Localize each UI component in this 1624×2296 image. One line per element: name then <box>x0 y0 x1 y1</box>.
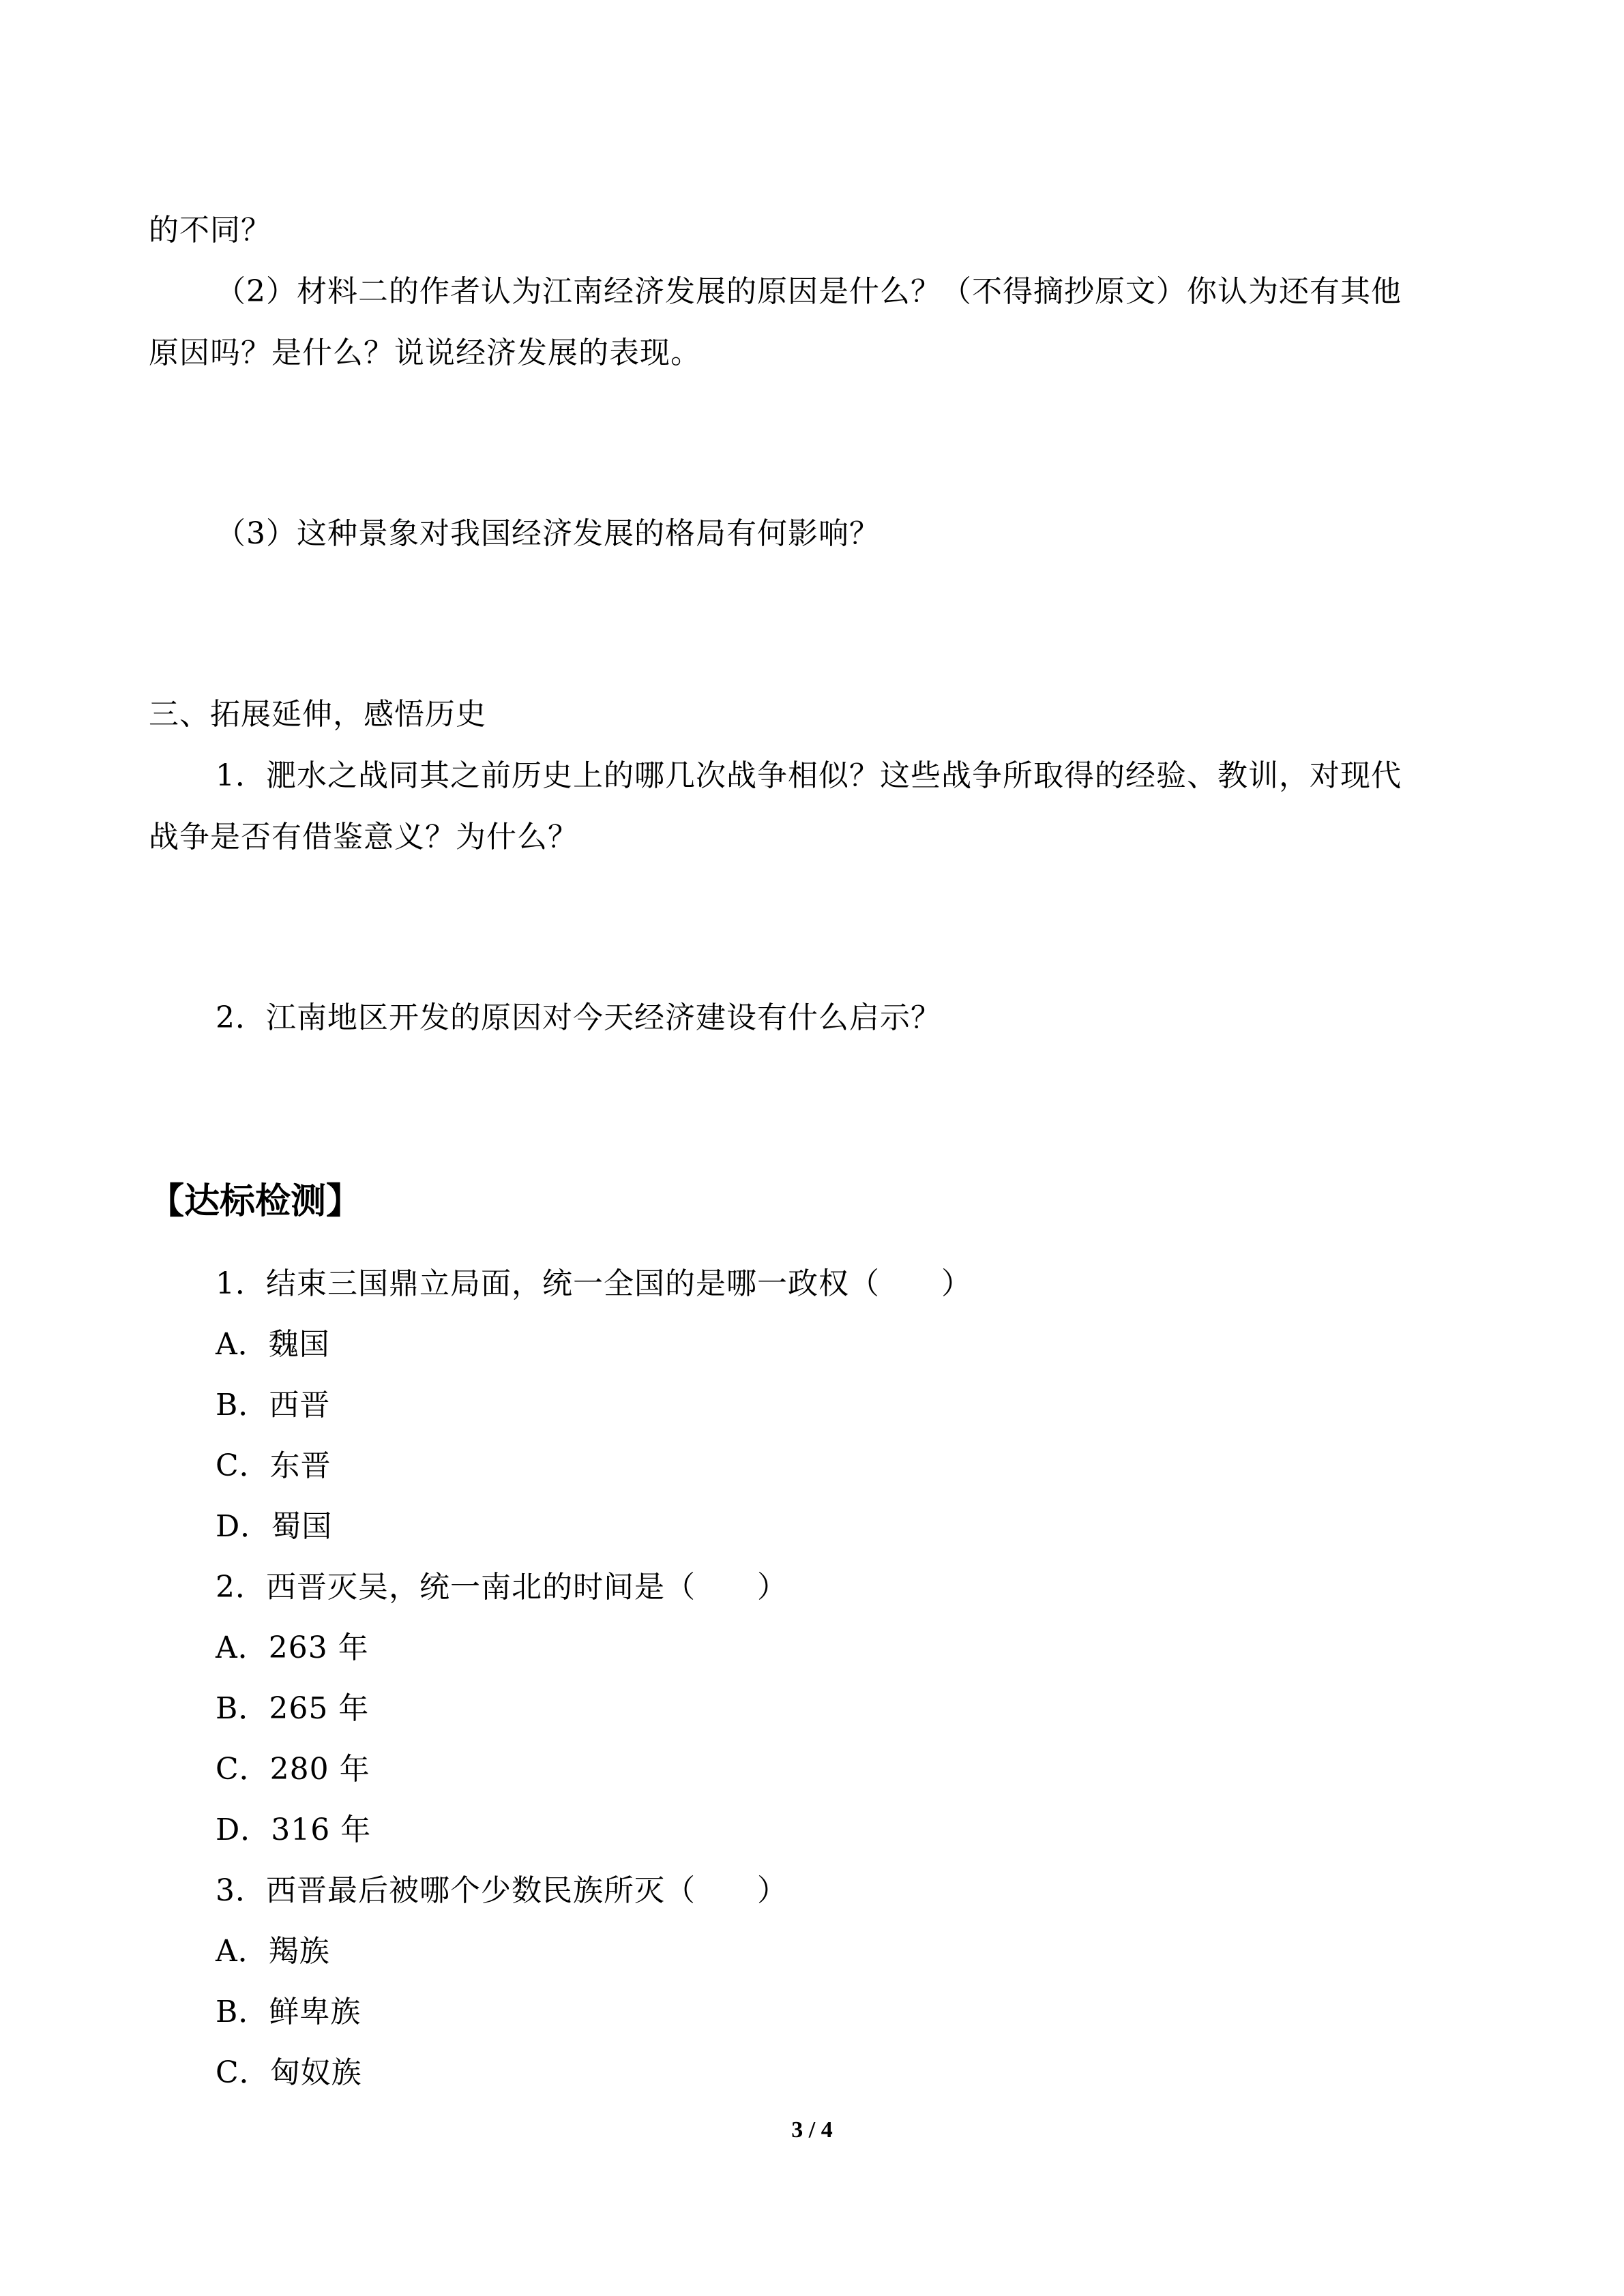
page-number: 3 / 4 <box>791 2117 833 2143</box>
mc-question-3-option-b: B．鲜卑族 <box>216 1995 361 2029</box>
question-continuation: 的不同？ <box>149 213 271 248</box>
mc-question-2-option-c: C．280 年 <box>216 1752 370 1787</box>
mc-question-3-option-c: C．匈奴族 <box>216 2055 362 2090</box>
mc-question-1-option-c: C．东晋 <box>216 1448 331 1483</box>
test-section-heading: 【达标检测】 <box>149 1181 362 1222</box>
mc-question-2-option-a: A．263 年 <box>216 1630 369 1665</box>
extension-question-2: 2．江南地区开发的原因对今天经济建设有什么启示？ <box>216 1000 941 1035</box>
mc-question-2-option-d: D．316 年 <box>216 1813 372 1847</box>
section-3-title: 三、拓展延伸，感悟历史 <box>149 697 486 732</box>
mc-question-3-option-a: A．羯族 <box>216 1934 330 1969</box>
mc-question-2-option-b: B．265 年 <box>216 1691 370 1726</box>
mc-question-2: 2．西晋灭吴，统一南北的时间是（ ） <box>216 1570 788 1605</box>
question-3: （3）这种景象对我国经济发展的格局有何影响？ <box>216 516 880 551</box>
question-2-line-2: 原因吗？是什么？说说经济发展的表现。 <box>149 336 701 370</box>
mc-question-1-option-d: D．蜀国 <box>216 1509 333 1544</box>
mc-question-1-option-a: A．魏国 <box>216 1327 330 1362</box>
question-2-line-1: （2）材料二的作者认为江南经济发展的原因是什么？（不得摘抄原文）你认为还有其他 <box>216 274 1402 309</box>
extension-question-1-line-2: 战争是否有借鉴意义？为什么？ <box>149 820 578 854</box>
mc-question-1-option-b: B．西晋 <box>216 1388 331 1422</box>
extension-question-1-line-1: 1．淝水之战同其之前历史上的哪几次战争相似？这些战争所取得的经验、教训，对现代 <box>216 758 1402 793</box>
mc-question-3: 3．西晋最后被哪个少数民族所灭（ ） <box>216 1873 788 1908</box>
mc-question-1: 1．结束三国鼎立局面，统一全国的是哪一政权（ ） <box>216 1266 972 1301</box>
